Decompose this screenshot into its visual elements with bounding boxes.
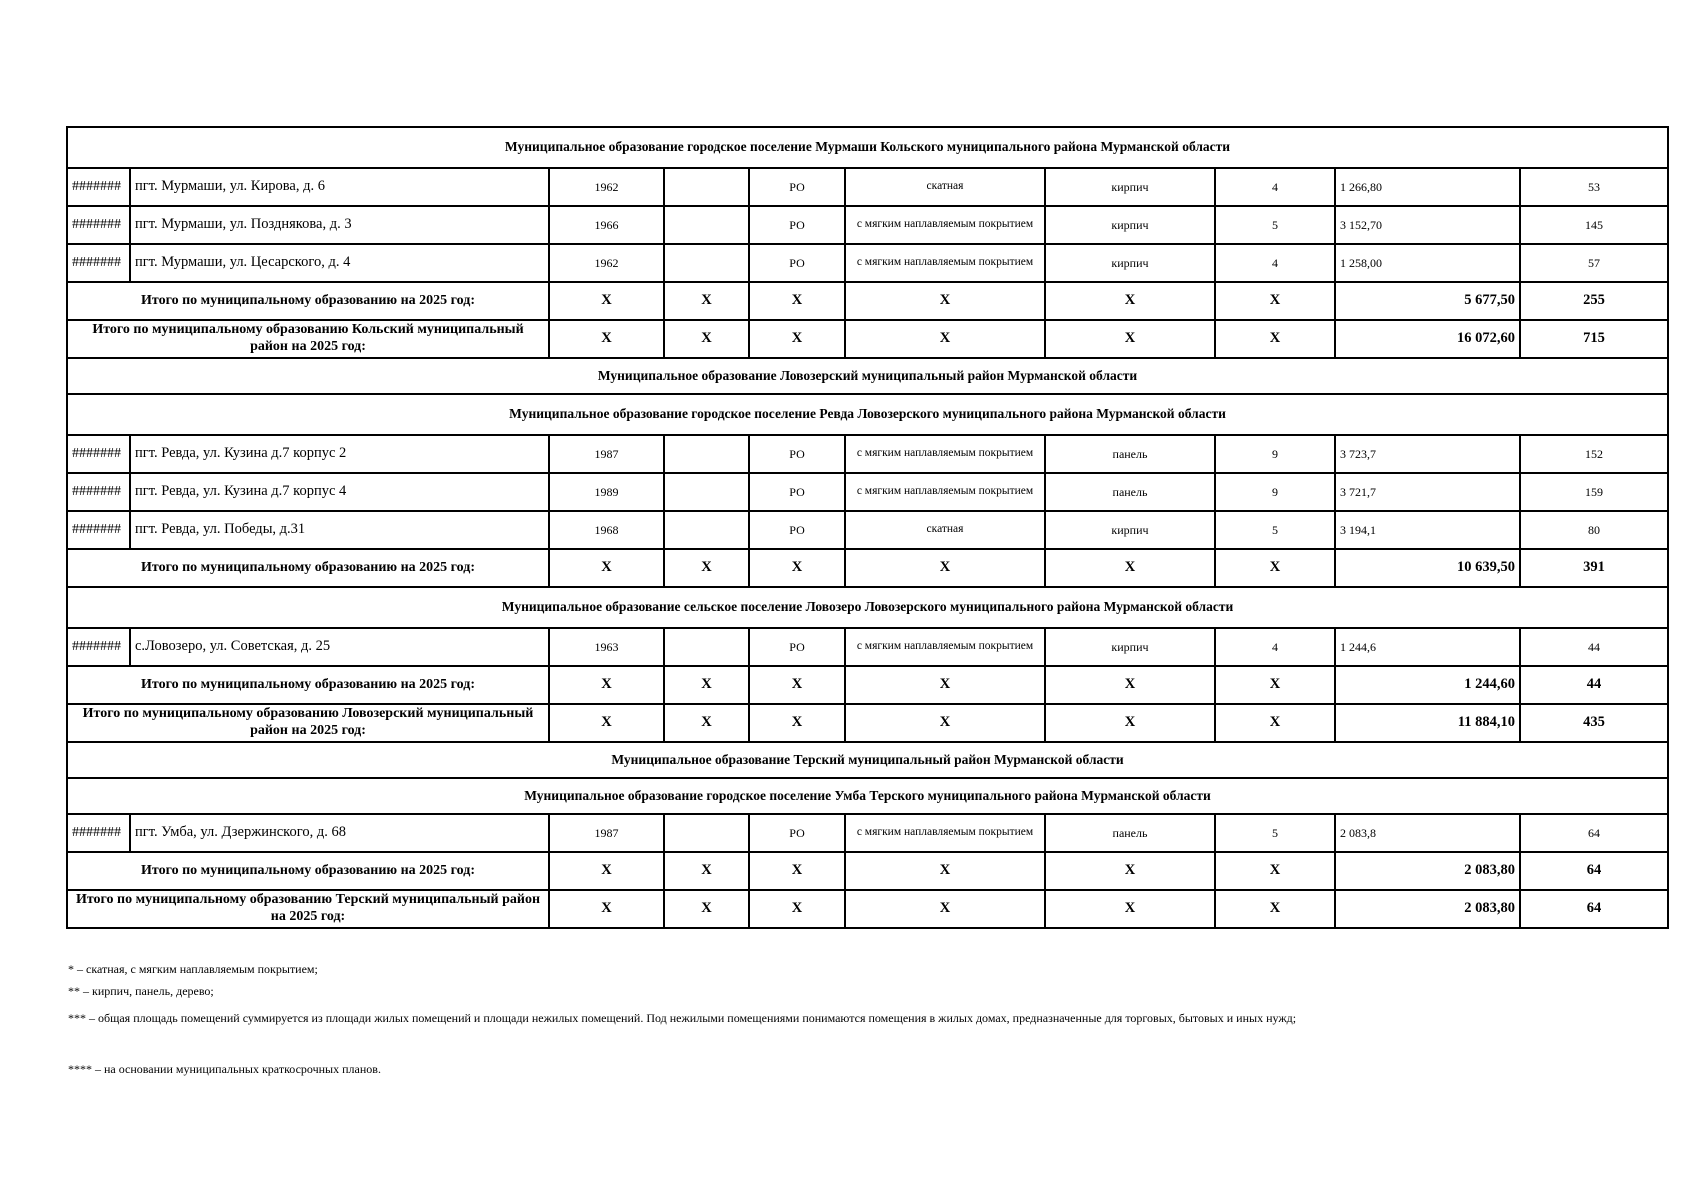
- not-applicable-mark: X: [549, 852, 664, 890]
- total-area: 3 721,7: [1335, 473, 1520, 511]
- total-row: [67, 852, 1668, 890]
- residents-count: 64: [1520, 852, 1668, 890]
- floor-count: 5: [1215, 511, 1335, 549]
- residents-count: 145: [1520, 206, 1668, 244]
- not-applicable-mark: X: [845, 320, 1045, 358]
- residents-count: 64: [1520, 890, 1668, 928]
- total-row: [67, 666, 1668, 704]
- floor-count: 5: [1215, 814, 1335, 852]
- roof-type: с мягким наплавляемым покрытием: [845, 628, 1045, 666]
- total-label: Итого по муниципальному образованию Ловозерский муниципальный район на 2025 год:: [67, 704, 549, 742]
- empty-cell: [664, 511, 749, 549]
- section-heading: Муниципальное образование городское поселение Мурмаши Кольского муниципального района Мурманской области: [67, 127, 1668, 168]
- total-label: Итого по муниципальному образованию на 2025 год:: [67, 666, 549, 704]
- section-heading: Муниципальное образование сельское поселение Ловозеро Ловозерского муниципального района Мурманской области: [67, 587, 1668, 628]
- row-number: #######: [67, 168, 130, 206]
- residents-count: 57: [1520, 244, 1668, 282]
- table-row: [67, 244, 1668, 282]
- fund-form: РО: [749, 628, 845, 666]
- total-area: 1 244,6: [1335, 628, 1520, 666]
- not-applicable-mark: X: [749, 666, 845, 704]
- floor-count: 9: [1215, 435, 1335, 473]
- roof-type: скатная: [845, 168, 1045, 206]
- floor-count: 4: [1215, 244, 1335, 282]
- roof-type: скатная: [845, 511, 1045, 549]
- not-applicable-mark: X: [549, 666, 664, 704]
- not-applicable-mark: X: [845, 666, 1045, 704]
- empty-cell: [664, 435, 749, 473]
- not-applicable-mark: X: [845, 704, 1045, 742]
- empty-cell: [664, 473, 749, 511]
- wall-material: панель: [1045, 473, 1215, 511]
- table-row: [67, 206, 1668, 244]
- table-row: [67, 168, 1668, 206]
- fund-form: РО: [749, 473, 845, 511]
- building-address: с.Ловозеро, ул. Советская, д. 25: [130, 628, 549, 666]
- row-number: #######: [67, 473, 130, 511]
- floor-count: 9: [1215, 473, 1335, 511]
- build-year: 1966: [549, 206, 664, 244]
- housing-register-table: [66, 126, 1669, 929]
- table-body: [67, 127, 1668, 928]
- build-year: 1962: [549, 168, 664, 206]
- not-applicable-mark: X: [549, 890, 664, 928]
- total-area: 3 194,1: [1335, 511, 1520, 549]
- total-label: Итого по муниципальному образованию Кольский муниципальный район на 2025 год:: [67, 320, 549, 358]
- residents-count: 435: [1520, 704, 1668, 742]
- table-row: [67, 473, 1668, 511]
- building-address: пгт. Мурмаши, ул. Позднякова, д. 3: [130, 206, 549, 244]
- not-applicable-mark: X: [1215, 320, 1335, 358]
- total-area: 1 258,00: [1335, 244, 1520, 282]
- row-number: #######: [67, 435, 130, 473]
- fund-form: РО: [749, 168, 845, 206]
- total-area: 10 639,50: [1335, 549, 1520, 587]
- building-address: пгт. Мурмаши, ул. Цесарского, д. 4: [130, 244, 549, 282]
- not-applicable-mark: X: [1215, 852, 1335, 890]
- empty-cell: [664, 628, 749, 666]
- not-applicable-mark: X: [549, 320, 664, 358]
- not-applicable-mark: X: [845, 852, 1045, 890]
- not-applicable-mark: X: [749, 282, 845, 320]
- not-applicable-mark: X: [664, 666, 749, 704]
- total-area: 1 244,60: [1335, 666, 1520, 704]
- fund-form: РО: [749, 814, 845, 852]
- residents-count: 44: [1520, 628, 1668, 666]
- not-applicable-mark: X: [664, 704, 749, 742]
- total-row: [67, 549, 1668, 587]
- fund-form: РО: [749, 206, 845, 244]
- floor-count: 5: [1215, 206, 1335, 244]
- floor-count: 4: [1215, 168, 1335, 206]
- section-heading: Муниципальное образование Терский муниципальный район Мурманской области: [67, 742, 1668, 778]
- wall-material: кирпич: [1045, 628, 1215, 666]
- row-number: #######: [67, 206, 130, 244]
- total-label: Итого по муниципальному образованию на 2025 год:: [67, 549, 549, 587]
- residents-count: 44: [1520, 666, 1668, 704]
- row-number: #######: [67, 814, 130, 852]
- not-applicable-mark: X: [749, 549, 845, 587]
- roof-type: с мягким наплавляемым покрытием: [845, 244, 1045, 282]
- not-applicable-mark: X: [664, 320, 749, 358]
- wall-material: кирпич: [1045, 168, 1215, 206]
- section-heading-row: [67, 587, 1668, 628]
- wall-material: кирпич: [1045, 511, 1215, 549]
- section-heading-row: [67, 394, 1668, 435]
- not-applicable-mark: X: [749, 320, 845, 358]
- building-address: пгт. Ревда, ул. Победы, д.31: [130, 511, 549, 549]
- section-heading-row: [67, 127, 1668, 168]
- residents-count: 715: [1520, 320, 1668, 358]
- build-year: 1962: [549, 244, 664, 282]
- not-applicable-mark: X: [1045, 852, 1215, 890]
- floor-count: 4: [1215, 628, 1335, 666]
- footnote: *** – общая площадь помещений суммируется из площади жилых помещений и площади нежилых помещений. Под нежилыми помещениями понимаются помещения в жилых домах, предназначенные для торговых, бытовых и иных нужд;: [68, 1011, 1297, 1025]
- not-applicable-mark: X: [1045, 282, 1215, 320]
- total-area: 5 677,50: [1335, 282, 1520, 320]
- building-address: пгт. Ревда, ул. Кузина д.7 корпус 2: [130, 435, 549, 473]
- footnote: ** – кирпич, панель, дерево;: [68, 984, 214, 998]
- table-row: [67, 511, 1668, 549]
- total-row: [67, 890, 1668, 928]
- not-applicable-mark: X: [549, 704, 664, 742]
- wall-material: кирпич: [1045, 206, 1215, 244]
- building-address: пгт. Ревда, ул. Кузина д.7 корпус 4: [130, 473, 549, 511]
- empty-cell: [664, 206, 749, 244]
- roof-type: с мягким наплавляемым покрытием: [845, 435, 1045, 473]
- not-applicable-mark: X: [664, 890, 749, 928]
- total-area: 1 266,80: [1335, 168, 1520, 206]
- total-row: [67, 704, 1668, 742]
- not-applicable-mark: X: [664, 852, 749, 890]
- wall-material: панель: [1045, 814, 1215, 852]
- fund-form: РО: [749, 511, 845, 549]
- roof-type: с мягким наплавляемым покрытием: [845, 473, 1045, 511]
- section-heading-row: [67, 742, 1668, 778]
- wall-material: панель: [1045, 435, 1215, 473]
- building-address: пгт. Умба, ул. Дзержинского, д. 68: [130, 814, 549, 852]
- total-label: Итого по муниципальному образованию на 2025 год:: [67, 852, 549, 890]
- fund-form: РО: [749, 244, 845, 282]
- build-year: 1968: [549, 511, 664, 549]
- not-applicable-mark: X: [1045, 890, 1215, 928]
- wall-material: кирпич: [1045, 244, 1215, 282]
- total-area: 3 152,70: [1335, 206, 1520, 244]
- not-applicable-mark: X: [749, 852, 845, 890]
- section-heading: Муниципальное образование городское поселение Умба Терского муниципального района Мурманской области: [67, 778, 1668, 814]
- roof-type: с мягким наплавляемым покрытием: [845, 814, 1045, 852]
- total-area: 2 083,80: [1335, 852, 1520, 890]
- roof-type: с мягким наплавляемым покрытием: [845, 206, 1045, 244]
- residents-count: 255: [1520, 282, 1668, 320]
- total-row: [67, 282, 1668, 320]
- not-applicable-mark: X: [1045, 549, 1215, 587]
- total-label: Итого по муниципальному образованию на 2025 год:: [67, 282, 549, 320]
- section-heading-row: [67, 778, 1668, 814]
- not-applicable-mark: X: [664, 549, 749, 587]
- build-year: 1987: [549, 814, 664, 852]
- total-area: 2 083,80: [1335, 890, 1520, 928]
- build-year: 1963: [549, 628, 664, 666]
- not-applicable-mark: X: [1045, 704, 1215, 742]
- build-year: 1989: [549, 473, 664, 511]
- section-heading-row: [67, 358, 1668, 394]
- total-area: 11 884,10: [1335, 704, 1520, 742]
- not-applicable-mark: X: [1215, 890, 1335, 928]
- total-label: Итого по муниципальному образованию Терский муниципальный район на 2025 год:: [67, 890, 549, 928]
- table-row: [67, 628, 1668, 666]
- not-applicable-mark: X: [664, 282, 749, 320]
- empty-cell: [664, 814, 749, 852]
- not-applicable-mark: X: [549, 282, 664, 320]
- empty-cell: [664, 244, 749, 282]
- not-applicable-mark: X: [749, 890, 845, 928]
- residents-count: 391: [1520, 549, 1668, 587]
- not-applicable-mark: X: [845, 549, 1045, 587]
- residents-count: 64: [1520, 814, 1668, 852]
- build-year: 1987: [549, 435, 664, 473]
- not-applicable-mark: X: [549, 549, 664, 587]
- not-applicable-mark: X: [1215, 666, 1335, 704]
- footnote: **** – на основании муниципальных краткосрочных планов.: [68, 1062, 381, 1076]
- residents-count: 152: [1520, 435, 1668, 473]
- empty-cell: [664, 168, 749, 206]
- total-area: 16 072,60: [1335, 320, 1520, 358]
- footnote: * – скатная, с мягким наплавляемым покрытием;: [68, 962, 318, 976]
- not-applicable-mark: X: [1045, 320, 1215, 358]
- residents-count: 53: [1520, 168, 1668, 206]
- row-number: #######: [67, 628, 130, 666]
- building-address: пгт. Мурмаши, ул. Кирова, д. 6: [130, 168, 549, 206]
- table-row: [67, 814, 1668, 852]
- total-area: 2 083,8: [1335, 814, 1520, 852]
- section-heading: Муниципальное образование городское поселение Ревда Ловозерского муниципального района Мурманской области: [67, 394, 1668, 435]
- row-number: #######: [67, 244, 130, 282]
- residents-count: 80: [1520, 511, 1668, 549]
- not-applicable-mark: X: [1215, 282, 1335, 320]
- fund-form: РО: [749, 435, 845, 473]
- not-applicable-mark: X: [1045, 666, 1215, 704]
- not-applicable-mark: X: [845, 890, 1045, 928]
- table-row: [67, 435, 1668, 473]
- total-row: [67, 320, 1668, 358]
- not-applicable-mark: X: [1215, 704, 1335, 742]
- row-number: #######: [67, 511, 130, 549]
- section-heading: Муниципальное образование Ловозерский муниципальный район Мурманской области: [67, 358, 1668, 394]
- total-area: 3 723,7: [1335, 435, 1520, 473]
- not-applicable-mark: X: [845, 282, 1045, 320]
- not-applicable-mark: X: [749, 704, 845, 742]
- not-applicable-mark: X: [1215, 549, 1335, 587]
- residents-count: 159: [1520, 473, 1668, 511]
